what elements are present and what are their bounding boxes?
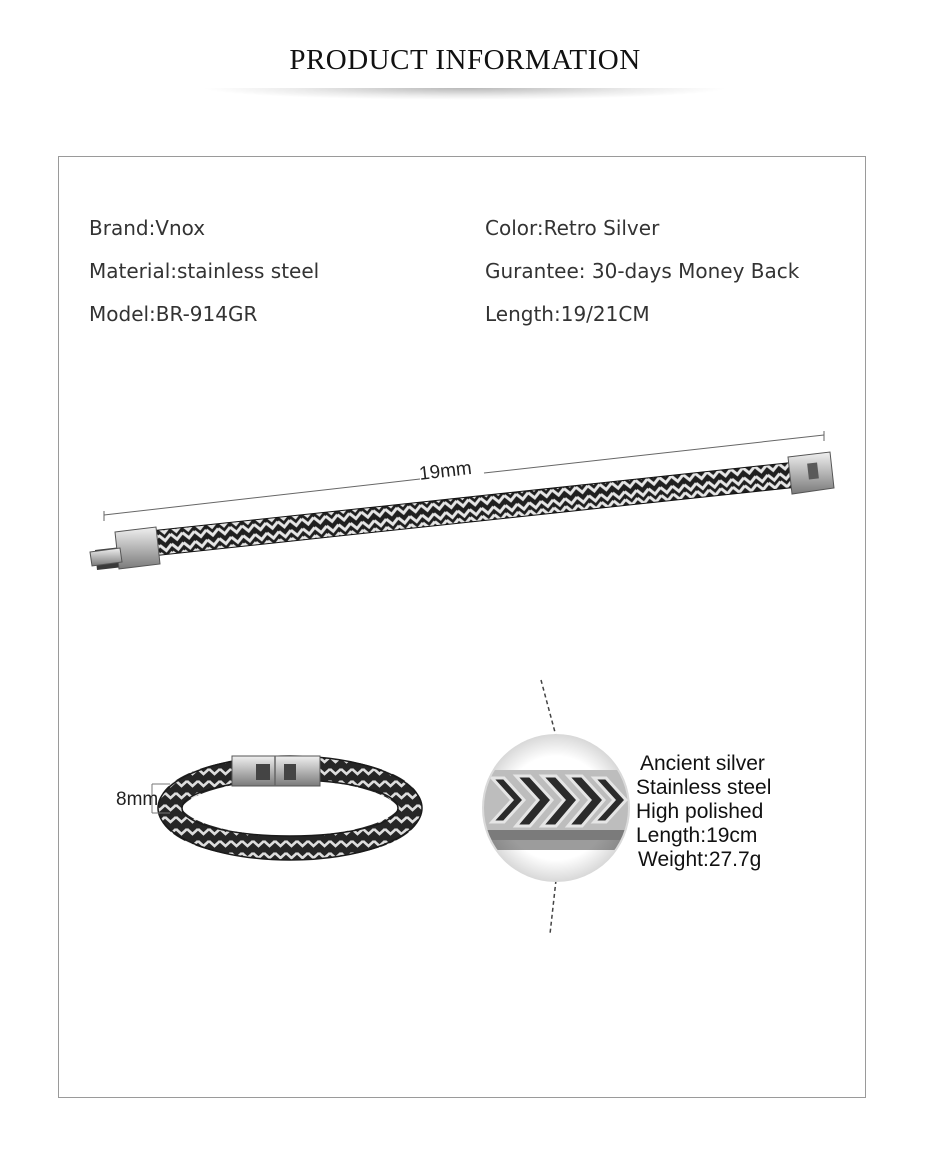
feature-item: Ancient silver [640,752,765,775]
page-title: PRODUCT INFORMATION [289,44,641,76]
bracelet-round [158,756,422,860]
closeup-lens [482,680,634,934]
feature-item: Weight:27.7g [638,848,762,871]
feature-item: Stainless steel [636,776,772,799]
length-label: 19mm [418,457,473,485]
spec-model: Model:BR-914GR [89,302,258,326]
spec-color: Color:Retro Silver [485,216,660,240]
width-label: 8mm [116,789,159,810]
spec-guarantee: Gurantee: 30-days Money Back [485,259,800,283]
spec-brand: Brand:Vnox [89,216,206,240]
feature-item: High polished [636,800,764,823]
feature-item: Length:19cm [636,824,758,847]
spec-material: Material:stainless steel [89,259,320,283]
closeup-feature-list [636,752,771,872]
spec-length: Length:19/21CM [485,302,650,326]
